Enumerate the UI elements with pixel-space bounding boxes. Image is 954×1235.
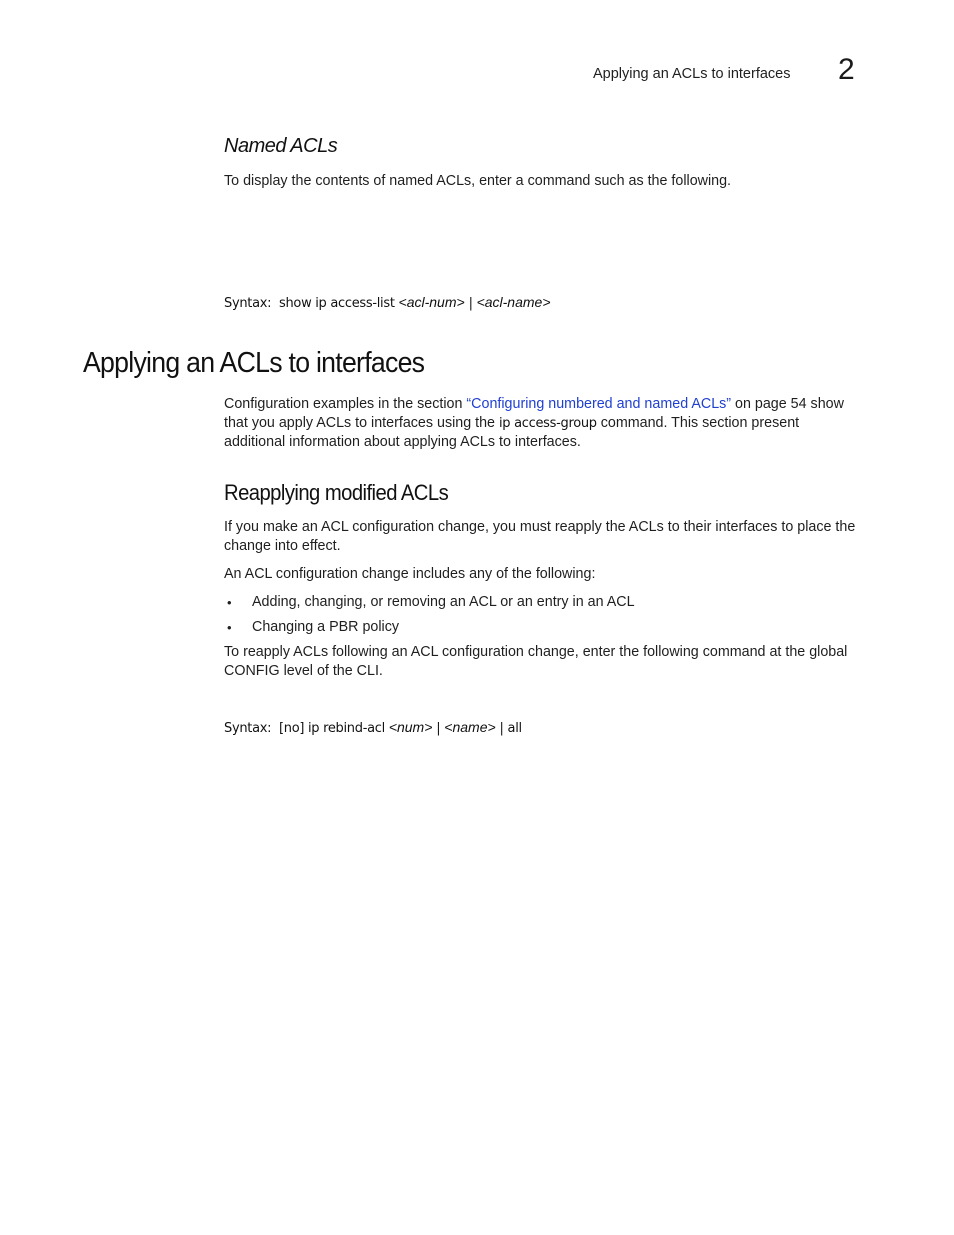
bullet-icon: • — [227, 595, 232, 610]
applying-heading: Applying an ACLs to interfaces — [83, 347, 425, 379]
applying-line-1: Configuration examples in the section “Configuring numbered and named ACLs” on page 54 show — [224, 396, 844, 412]
syntax-separator: | — [499, 721, 504, 736]
syntax-arg-num: <num> — [388, 719, 433, 735]
syntax-label: Syntax: — [224, 721, 272, 736]
syntax-arg-acl-name: <acl-name> — [476, 294, 551, 310]
syntax-label: Syntax: — [224, 296, 272, 311]
named-acls-heading: Named ACLs — [224, 135, 338, 157]
running-head: Applying an ACLs to interfaces — [593, 66, 791, 82]
syntax-arg-name: <name> — [444, 719, 496, 735]
reapplying-paragraph-3: To reapply ACLs following an ACL configuration change, enter the following command at the global CONFIG level of the CLI. — [224, 644, 848, 679]
reapplying-paragraph-1: If you make an ACL configuration change, you must reapply the ACLs to their interfaces to place the change into effect. — [224, 519, 856, 554]
configuring-acls-link[interactable]: “Configuring numbered and named ACLs” — [466, 396, 732, 412]
chapter-number: 2 — [838, 53, 855, 86]
named-acls-intro: To display the contents of named ACLs, enter a command such as the following. — [224, 173, 732, 189]
syntax-separator: | — [436, 721, 441, 736]
ip-access-group-command: ip access-group — [499, 416, 597, 431]
syntax-arg-all: all — [507, 721, 522, 736]
syntax-arg-acl-num: <acl-num> — [398, 294, 465, 310]
rebind-acl-syntax — [224, 718, 522, 738]
bullet-icon: • — [227, 620, 232, 635]
named-acls-syntax — [224, 293, 551, 313]
reapplying-paragraph-2: An ACL configuration change includes any of the following: — [224, 566, 596, 582]
reapplying-heading: Reapplying modified ACLs — [224, 480, 449, 505]
syntax-separator: | — [468, 296, 473, 311]
syntax-command: [no] ip rebind-acl — [279, 721, 385, 736]
syntax-command: show ip access-list — [279, 296, 395, 311]
applying-line-3: additional information about applying ACLs to interfaces. — [224, 434, 581, 450]
applying-line-2: that you apply ACLs to interfaces using the ip access-group command. This section present — [224, 415, 800, 431]
applying-paragraph — [224, 395, 874, 452]
